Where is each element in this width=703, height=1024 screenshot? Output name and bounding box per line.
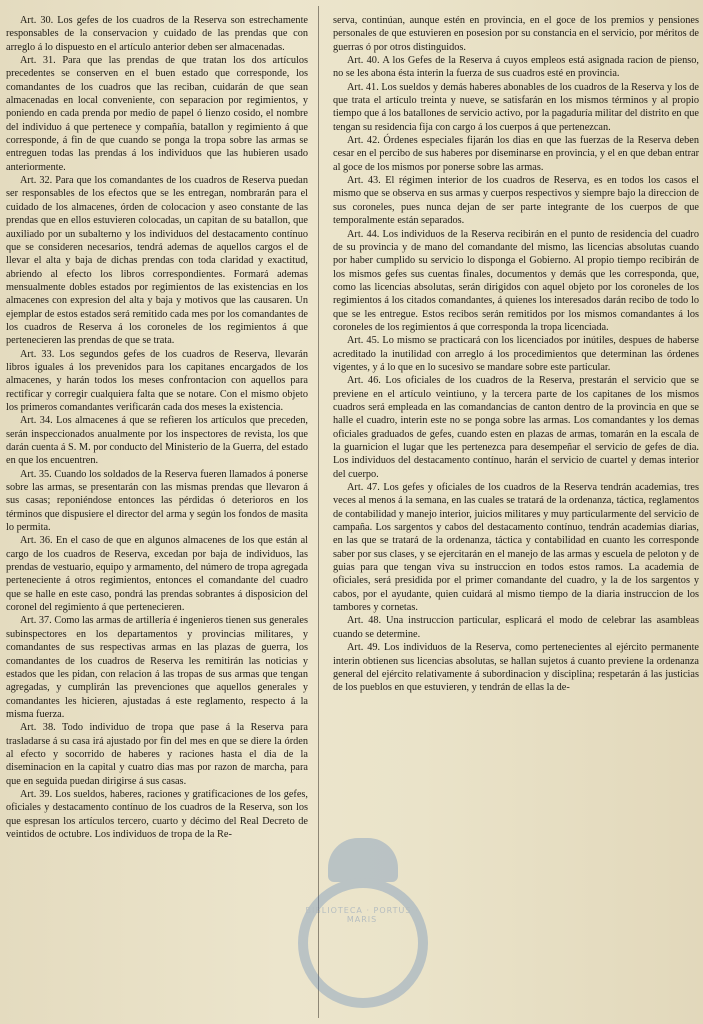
continued-paragraph: serva, continúan, aunque estén en provincia, en el goce de los premios y pensiones personales de que estuvieren en posesion por su constancia en el servicio, por méritos de guerras ó por otros distinguidos. [333,15,699,53]
stamp-crown-icon [328,838,398,882]
article-paragraph: Art. 32. Para que los comandantes de los cuadros de Reserva puedan ser responsables de los efectos que se les entregan, nombrarán para el cuidado de los almacenes, órden de colocacion y aseo constante de las prendas que en ellos estuvieren colocadas, un capitan de su batallon, que auxiliado por un subalterno y los individuos del destacamento contínuo que se consideren necesarios, tendrá ademas de aquellos cargos el de llevar el alta y baja de dichas prendas con toda claridad y exactitud, abriendo al efecto los libros correspondientes. Formará ademas mensualmente dobles estados por regimientos de las existencias en los almacenes con expresion del alta y baja y motivos que las causaren. Un ejemplar de estos estados será remitido cada mes por los comandantes de los cuadros de Reserva á los coroneles de los regimientos á que pertenecieren las prendas de que se trata. [6,175,308,347]
article-paragraph: Art. 38. Todo individuo de tropa que pase á la Reserva para trasladarse á su casa irá ajustado por fin del mes en que se diere la órden al efecto y socorrido de haberes y raciones hasta el dia de la diseminacion en la capital y cuatro dias mas por razon de marcha, para que en seguida puedan dirigirse á sus casas. [6,722,308,787]
article-paragraph: Art. 36. En el caso de que en algunos almacenes de los que están al cargo de los cuadros de Reserva, excedan por baja de individuos, las prendas de vestuario, equipo y armamento, del número de tropa agregada perteneciente á otros regimientos, entonces el comandante del cuadro que se halle en este caso, pondrá las prendas sobrantes á disposicion del coronel del regimiento á que pertenecieren. [6,535,308,614]
article-paragraph: Art. 33. Los segundos gefes de los cuadros de Reserva, llevarán libros iguales á los prevenidos para los capitanes encargados de los almacenes, y harán todos los meses confrontacion con aquellos para rectificar y corregir cualquiera falta que se notare. Con el mismo objeto los primeros comandantes verificarán cada dos meses la existencia. [6,348,308,413]
article-paragraph: Art. 41. Los sueldos y demás haberes abonables de los cuadros de la Reserva y los de que trata el artículo treinta y nueve, se satisfarán en los mismos términos y al propio tiempo que á los batallones de servicio activo, por la pagaduría militar del distrito en que tengan su residencia fija con cargo á los cuerpos á que pertenezcan. [333,81,699,133]
article-paragraph: Art. 34. Los almacenes á que se refieren los artículos que preceden, serán inspeccionados anualmente por los inspectores de revista, los que darán cuenta á S. M. por conducto del Ministerio de la Guerra, del estado en que los encuentren. [6,415,308,467]
article-paragraph: Art. 30. Los gefes de los cuadros de la Reserva son estrechamente responsables de la conservacion y cuidado de las prendas que con arreglo á lo dispuesto en el artículo anterior deben ser almacenadas. [6,15,308,53]
article-paragraph: Art. 44. Los individuos de la Reserva recibirán en el punto de residencia del cuadro de su provincia y de mano del comandante del mismo, las licencias absolutas cuando por haber cumplido su servicio lo disponga el Gobierno. Al propio tiempo recibirán de los mismos gefes sus cuentas finales, documentos y demás que les corresponda, que, como las licencias absolutas, serán dirigidos con aquel objeto por los coroneles de los regimientos á los citados comandantes, á quienes los interesados darán recibo de todo lo que se les entregue. Estos recibos serán remitidos por los mismos comandantes á los coroneles de los regimientos á que corresponda la tropa licenciada. [333,228,699,333]
article-paragraph: Art. 42. Órdenes especiales fijarán los dias en que las fuerzas de la Reserva deben cesar en el percibo de sus haberes por diseminarse en provincia, y el en que deban entrar al goce de los mismos por ponerse sobre las armas. [333,135,699,173]
article-paragraph: Art. 37. Como las armas de artillería é ingenieros tienen sus generales subinspectores en los departamentos y provincias militares, y comandantes de sus respectivas armas en las plazas de guerra, los comandantes de los cuadros de Reserva les remitirán las noticias y estados que les pidan, con relacion á las tropas de sus armas que tengan agregadas, y cumplirán las prevenciones que aquellos generales y comandantes les hicieren, ajustadas á este reglamento, respecto á la misma fuerza. [6,615,308,720]
article-paragraph: Art. 46. Los oficiales de los cuadros de la Reserva, prestarán el servicio que se previene en el artículo veintiuno, y la tercera parte de los capitanes de los mismos cuadros será empleada en las comandancias de canton dentro de la provincia en que se halle el cuadro, interin este no se ponga sobre las armas. Los comandantes y los demas oficiales graduados de gefes, cuando esten en plazas de armas, tomarán en la escala de la guarnicion el lugar que les pertenezca para desempeñar el servicio de gefes de dia. Los individuos del destacamento contínuo, harán el servicio de cuartel y demas interior del cuerpo. [333,375,699,480]
stamp-text: BIBLIOTECA · PORTUS · MARIS [305,906,419,924]
article-paragraph: Art. 31. Para que las prendas de que tratan los dos artículos precedentes se conserven en el buen estado que corresponde, los comandantes de los cuadros que las reciban, cuidarán de que sean almacenadas en local conveniente, con separacion por regimientos, y poniendo en cada prenda por medio de papel ó lienzo cosido, el nombre del individuo á que pertenece y compañía, batallon y regimiento á que corresponde, á fin de que cuando se ponga la tropa sobre las armas se entreguen todas las prendas á los individuos que las hubieren usado anteriormente. [6,55,308,173]
library-stamp [268,838,458,1018]
article-paragraph: Art. 45. Lo mismo se practicará con los licenciados por inútiles, despues de haberse acreditado la inutilidad con arreglo á los procedimientos que determinan las órdenes vigentes, y á lo que en lo sucesivo se mandare sobre este particular. [333,335,699,373]
left-column [6,14,308,1022]
article-paragraph: Art. 35. Cuando los soldados de la Reserva fueren llamados á ponerse sobre las armas, se presentarán con las mismas prendas que llevaron á sus casas; reponiéndose entonces las pérdidas ó deterioros en los términos que dispusiere el director del arma y según los fondos de masita lo permita. [6,468,308,534]
article-paragraph: Art. 47. Los gefes y oficiales de los cuadros de la Reserva tendrán academias, tres veces al menos á la semana, en las cuales se tratará de la ordenanza, táctica, reglamentos de contabilidad y manejo interior, juicios militares y muy particularmente del servicio de campaña. Los sargentos y cabos del destacamento contínuo, tendrán academias diarias, en las que se tratará de la ordenanza, táctica y contabilidad en cuanto les corresponde saber por sus clases, y se ejercitarán en el manejo de las armas y escuela de peloton y de guias para que tengan viva su instruccion en todos estos ramos. La academia de oficiales, será presidida por el primer comandante del cuadro, y la de los sargentos y cabos, por el ayudante, quien cuidará al mismo tiempo de la diaria instruccion de los tambores y cornetas. [333,482,699,614]
article-paragraph: Art. 40. A los Gefes de la Reserva á cuyos empleos está asignada racion de pienso, no se les abona ésta interin la fuerza de sus cuadros esté en provincia. [333,55,699,80]
article-paragraph: Art. 43. El régimen interior de los cuadros de Reserva, es en todos los casos el mismo que se observa en sus armas y cuerpos respectivos y siempre bajo la direccion de sus coroneles, pues nunca dejan de ser parte integrante de los cuerpos de que temporalmente están separados. [333,175,699,227]
article-paragraph: Art. 39. Los sueldos, haberes, raciones y gratificaciones de los gefes, oficiales y destacamento contínuo de los cuadros de la Reserva, son los que espresan los artículos tercero, cuarto y décimo del Real Decreto de veintidos de octubre. Los individuos de tropa de la Re- [6,788,308,840]
article-paragraph: Art. 49. Los individuos de la Reserva, como pertenecientes al ejército permanente interin obtienen sus licencias absolutas, se hallan sujetos á cuanto previene la ordenanza general del ejército relativamente á subordinacion y disciplina; respetarán á las justicias de los pueblos en que estuvieren, y tendrán de ellas la de- [333,642,699,694]
article-paragraph: Art. 48. Una instruccion particular, esplicará el modo de celebrar las asambleas cuando se determine. [333,615,699,640]
stamp-ring-icon [298,878,428,1008]
